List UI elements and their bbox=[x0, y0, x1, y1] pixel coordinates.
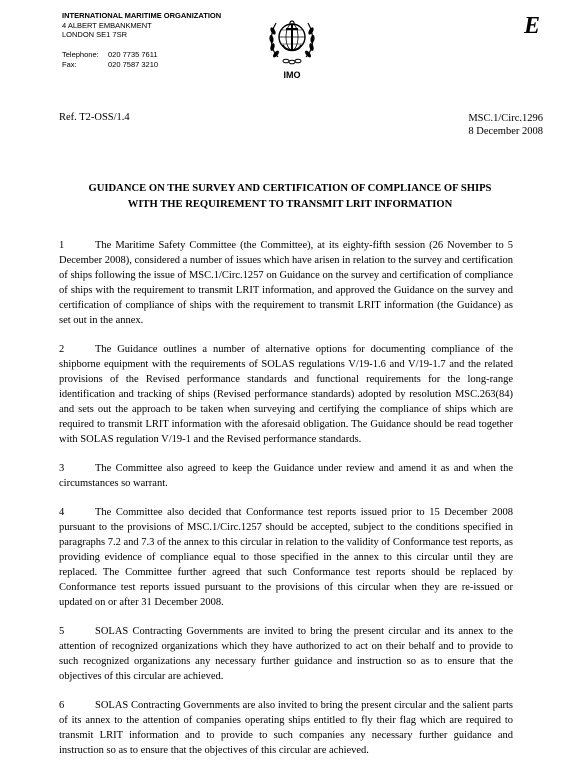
paragraph-number: 2 bbox=[59, 344, 65, 355]
document-body bbox=[59, 238, 513, 772]
contact-block bbox=[62, 50, 158, 69]
imo-label: IMO bbox=[283, 70, 301, 80]
address-line-2: LONDON SE1 7SR bbox=[62, 30, 128, 39]
paragraph-text: SOLAS Contracting Governments are also invited to bring the present circular and the salient parts of its annex to the attention of companies operating ships entitled to fly their flag which are required to transmit LRIT information and to provide to such companies any necessary further guidance and instruction so as to ensure that the objectives of this circular are achieved. bbox=[59, 700, 513, 756]
paragraph-3 bbox=[59, 461, 513, 491]
paragraph-text: The Committee also agreed to keep the Guidance under review and amend it as and when the circumstances so warrant. bbox=[59, 463, 513, 489]
fax-label: Fax: bbox=[62, 59, 77, 69]
reference-number: Ref. T2-OSS/1.4 bbox=[59, 112, 130, 123]
paragraph-5 bbox=[59, 624, 513, 684]
fax-value: 020 7587 3210 bbox=[108, 59, 159, 69]
paragraph-number: 1 bbox=[59, 240, 65, 251]
language-marker: E bbox=[523, 13, 540, 39]
telephone-label: Telephone: bbox=[62, 50, 99, 59]
telephone-value: 020 7735 7611 bbox=[108, 50, 158, 59]
paragraph-text: The Maritime Safety Committee (the Committee), at its eighty-fifth session (26 November to 5 December 2008), considered a number of issues which have arisen in relation to the survey and certification of ships following the issue of MSC.1/Circ.1257 on Guidance on the survey and certification of compliance of ships with the requirement to transmit LRIT information, and approved the Guidance on the survey and certification of compliance of ships with the requirement to transmit LRIT information (the Guidance) as set out in the annex. bbox=[59, 240, 513, 326]
telephone-row bbox=[62, 50, 158, 60]
paragraph-text: The Guidance outlines a number of alternative options for documenting compliance of the shipborne equipment with the requirements of SOLAS regulations V/19-1.6 and V/19-1.7 and the related provisions of the Revised performance standards and functional requirements for the long-range identification and tracking of ships (Revised performance standards) adopted by resolution MSC.263(84) and sets out the approach to be taken when surveying and certifying the compliance of ships which are required to transmit LRIT information with the aforesaid obligation. The Guidance should be read together with SOLAS regulation V/19-1 and the Revised performance standards. bbox=[59, 344, 513, 445]
fax-row bbox=[62, 60, 158, 70]
paragraph-text: SOLAS Contracting Governments are invited to bring the present circular and its annex to the attention of recognized organizations which they have authorized to act on their behalf and to provide to such recognized organizations any necessary further guidance and instruction so as to ensure that the objectives of this circular are achieved. bbox=[59, 626, 513, 682]
title-line-2: WITH THE REQUIREMENT TO TRANSMIT LRIT INFORMATION bbox=[127, 199, 453, 210]
paragraph-2 bbox=[59, 342, 513, 447]
paragraph-number: 6 bbox=[59, 700, 65, 711]
paragraph-6 bbox=[59, 698, 513, 758]
paragraph-1 bbox=[59, 238, 513, 328]
organization-block bbox=[62, 11, 221, 40]
imo-emblem-icon bbox=[264, 11, 320, 67]
address-line-1: 4 ALBERT EMBANKMENT bbox=[62, 20, 152, 30]
paragraph-text: The Committee also decided that Conformance test reports issued prior to 15 December 2008 pursuant to the provisions of MSC.1/Circ.1257 should be accepted, subject to the conditions specified in paragraphs 7.2 and 7.3 of the annex to this circular in relation to the validity of Conformance test reports, as providing evidence of compliance equal to those specified in the annex to this circular until they are replaced. The Committee further agreed that such Conformance test reports should be replaced by Conformance test reports issued pursuant to the provisions of this circular when they are re-issued or updated on or after 31 December 2008. bbox=[59, 507, 513, 608]
document-title bbox=[55, 181, 525, 213]
title-line-1: GUIDANCE ON THE SURVEY AND CERTIFICATION OF COMPLIANCE OF SHIPS bbox=[88, 183, 492, 194]
circular-block bbox=[468, 112, 543, 138]
paragraph-4 bbox=[59, 505, 513, 610]
circular-number: MSC.1/Circ.1296 bbox=[468, 113, 543, 124]
organization-name: INTERNATIONAL MARITIME ORGANIZATION bbox=[62, 11, 222, 20]
paragraph-number: 5 bbox=[59, 626, 65, 637]
paragraph-number: 3 bbox=[59, 463, 65, 474]
circular-date: 8 December 2008 bbox=[468, 126, 543, 137]
paragraph-number: 4 bbox=[59, 507, 65, 518]
